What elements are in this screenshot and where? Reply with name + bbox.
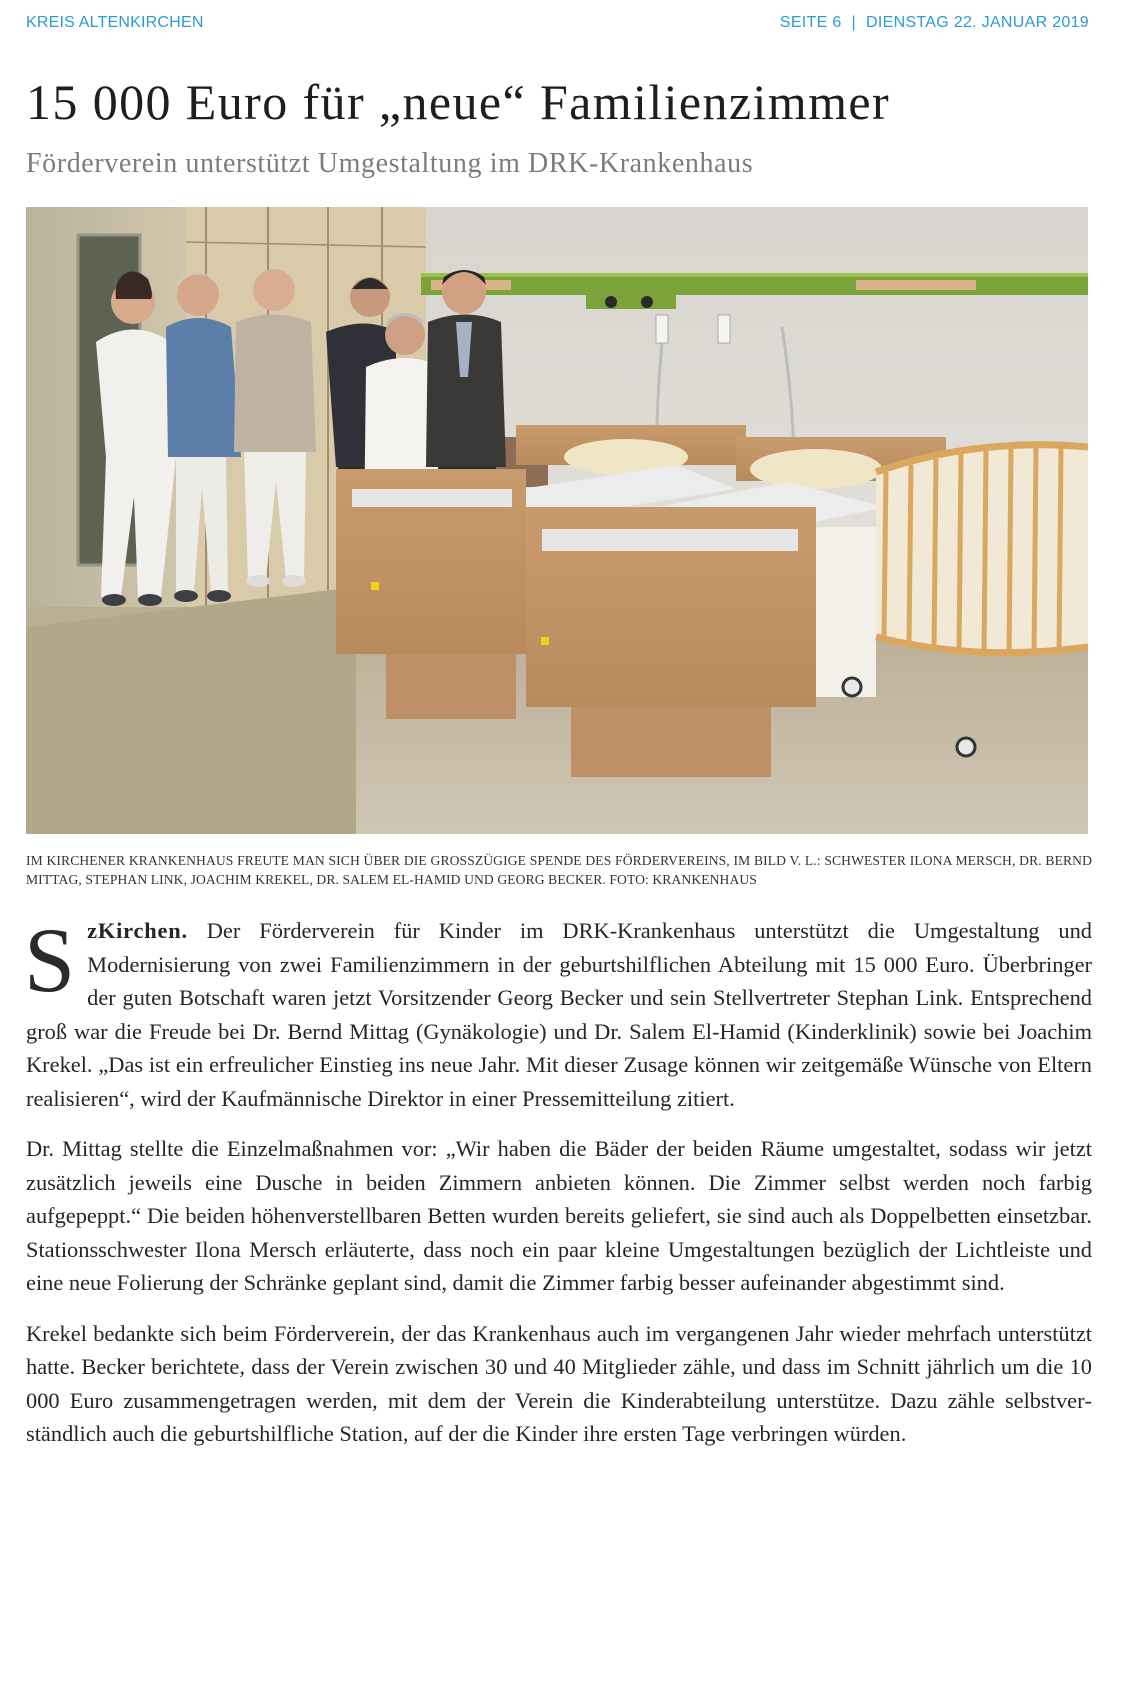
- dateline: zKirchen.: [87, 918, 188, 943]
- paragraph-1-text: Der Förderverein für Kinder im DRK-Krankenhaus unterstützt die Umgestaltung und Modernisierung von zwei Familienzimmern in der geburtshilflichen Abteilung mit 15 000 Euro. Überbringer der guten Botschaft waren jetzt Vorsitzender Georg Becker und sein Stellvertreter Stephan Link. Entsprechend groß war die Freude bei Dr. Bernd Mittag (Gynäkologie) und Dr. Salem El-Hamid (Kinderklinik) sowie bei Joachim Krekel. „Das ist ein erfreulicher Einstieg ins neue Jahr. Mit dieser Zusage können wir zeitgemäße Wünsche von Eltern realisieren“, wird der Kaufmännische Direktor in einer Pressemitteilung zitiert.: [26, 918, 1092, 1111]
- photo-caption: IM KIRCHENER KRANKENHAUS FREUTE MAN SICH ÜBER DIE GROSSZÜGIGE SPENDE DES FÖRDERVEREINS, IM BILD V. L.: SCHWESTER ILONA MERSCH, DR. BERND MITTAG, STEPHAN LINK, JOACHIM KREKEL, DR. SALEM EL-HAMID UND GEORG BECKER. FOTO: KRANKENHAUS: [26, 853, 1092, 887]
- page-header: [0, 0, 1134, 48]
- light-rail: [421, 277, 1088, 295]
- meta-separator: |: [851, 14, 857, 31]
- issue-date: DIENSTAG 22. JANUAR 2019: [866, 14, 1089, 31]
- photo-scene: [26, 207, 1088, 834]
- article-subheadline: Förderverein unterstützt Umgestaltung im DRK-Krankenhaus: [26, 148, 754, 179]
- drop-cap: S: [24, 909, 76, 1011]
- page-meta: [780, 14, 1089, 32]
- article-body: [24, 909, 1092, 1468]
- section-label: KREIS ALTENKIRCHEN: [26, 14, 204, 31]
- article-headline: 15 000 Euro für „neue“ Familienzimmer: [26, 74, 891, 130]
- paragraph-3: Krekel bedankte sich beim Förderverein, der das Krankenhaus auch im vergangenen Jahr wieder mehrfach unterstützt hatte. Becker berichtete, dass der Verein zwischen 30 und 40 Mitglieder zähle, und dass im Schnitt jährlich um die 10 000 Euro zusammengetragen werden, mit dem der Verein die Kinderabteilung unterstütze. Dazu zähle selbstverständlich auch die geburtshilfliche Station, auf der die Kinder ihre ersten Tage verbringen würden.: [26, 1320, 1092, 1446]
- article-photo[interactable]: [26, 207, 1088, 834]
- paragraph-2: Dr. Mittag stellte die Einzelmaßnahmen vor: „Wir haben die Bäder der beiden Räume umgestaltet, sodass wir jetzt zusätzlich jeweils eine Dusche in beiden Zimmern anbieten können. Die Zimmer selbst werden noch farbig aufgepeppt.“ Die beiden höhenverstellbaren Betten wurden bereits geliefert, sie sind auch als Doppelbetten einsetzbar. Stationsschwester Ilona Mersch erläuterte, dass noch ein paar kleine Umgestaltungen bezüglich der Lichtleiste und eine neue Folierung der Schränke geplant sind, damit die Zimmer farbig besser aufeinander abgestimmt sind.: [26, 1136, 1092, 1295]
- paragraph-1: [24, 909, 1092, 1115]
- page-number: SEITE 6: [779, 14, 842, 31]
